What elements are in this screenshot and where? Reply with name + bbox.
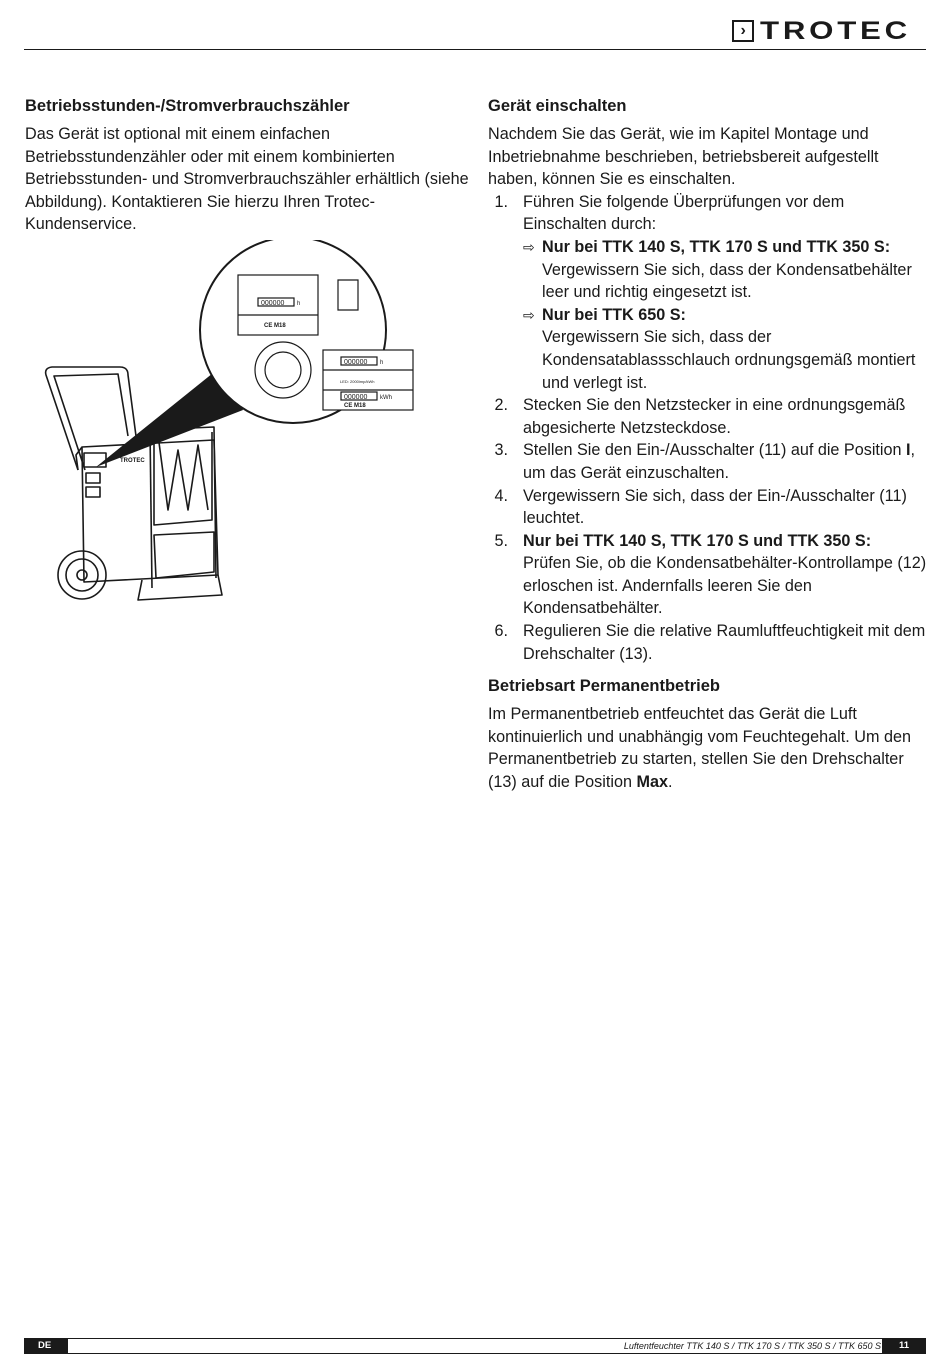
step-text-part: , um das Gerät einzuschalten. xyxy=(523,441,916,482)
chevron-right-icon: › xyxy=(732,20,754,42)
counter2-led: LED: 2000imp/kWh xyxy=(340,379,375,384)
step-number: 4. xyxy=(494,486,508,505)
step-text-part: Stellen Sie den Ein-/Ausschalter (11) auf die Position xyxy=(523,441,907,460)
sub-title: Nur bei TTK 650 S: xyxy=(542,305,686,324)
counter1-marks: CE M18 xyxy=(264,323,286,329)
counter2-kwh-unit: kWh xyxy=(380,395,392,401)
list-item xyxy=(488,485,928,530)
step-text: Regulieren Sie die relative Raumluftfeuchtigkeit mit dem Drehschalter (13). xyxy=(523,622,926,663)
step-number: 2. xyxy=(494,396,508,415)
page-footer xyxy=(24,1338,926,1354)
permanent-mode-paragraph xyxy=(488,703,928,793)
counter2-digits: 000000 xyxy=(344,359,368,366)
counter2-marks: CE M18 xyxy=(344,403,366,409)
page-number: 11 xyxy=(882,1339,926,1353)
switch-on-intro: Nachdem Sie das Gerät, wie im Kapitel Montage und Inbetriebnahme beschrieben, betriebsbereit aufgestellt haben, können Sie es einschalten. xyxy=(488,125,879,189)
permanent-mode-heading: Betriebsart Permanentbetrieb xyxy=(488,677,720,696)
dehumidifier-illustration xyxy=(38,240,438,620)
list-item xyxy=(488,394,928,439)
counter1-digits: 000000 xyxy=(261,300,285,307)
counter1-unit: h xyxy=(297,301,301,307)
counter-heading: Betriebsstunden-/Stromverbrauchszähler xyxy=(25,97,350,115)
header-divider xyxy=(24,49,926,50)
step-text: Vergewissern Sie sich, dass der Ein-/Ausschalter (11) leuchtet. xyxy=(523,486,907,528)
step-number: 5. xyxy=(494,531,508,550)
left-column xyxy=(25,95,470,236)
paragraph-part: Im Permanentbetrieb entfeuchtet das Gerät die Luft kontinuierlich und unabhängig vom Feuchtegehalt. Um den Permanentbetrieb zu starten, stellen Sie den Drehschalter (13) auf die Position xyxy=(488,705,911,792)
step-text: Führen Sie folgende Überprüfungen vor dem Einschalten durch: xyxy=(523,192,845,234)
list-item xyxy=(488,620,928,665)
sub-item xyxy=(523,304,928,394)
step-number: 3. xyxy=(494,441,508,460)
brand-name: TROTEC xyxy=(760,16,912,45)
paragraph-part: . xyxy=(667,773,673,792)
list-item xyxy=(488,530,928,620)
position-label: Max xyxy=(636,773,668,792)
step-text: Prüfen Sie, ob die Kondensatbehälter-Kontrollampe (12) erloschen ist. Andernfalls leeren Sie den Kondensatbehälter. xyxy=(523,554,927,618)
list-item xyxy=(488,439,928,484)
counter2-kwh-digits: 000000 xyxy=(344,394,368,401)
language-badge: DE xyxy=(24,1339,68,1353)
step-text: Stecken Sie den Netzstecker in eine ordnungsgemäß abgesicherte Netzsteckdose. xyxy=(523,396,906,437)
switch-on-heading: Gerät einschalten xyxy=(488,97,627,115)
footer-title: Luftentfeuchter TTK 140 S / TTK 170 S / TTK 350 S / TTK 650 S xyxy=(623,1341,881,1351)
sub-item xyxy=(523,236,928,304)
step-number: 6. xyxy=(494,622,508,641)
steps-list xyxy=(488,191,928,665)
device-brand: TROTEC xyxy=(120,458,145,464)
list-item xyxy=(488,191,928,394)
position-label: I xyxy=(906,441,911,460)
sub-title: Nur bei TTK 140 S, TTK 170 S und TTK 350 S: xyxy=(542,237,891,256)
sub-text: Vergewissern Sie sich, dass der Kondensatbehälter leer und richtig eingesetzt ist. xyxy=(542,260,912,302)
step-title: Nur bei TTK 140 S, TTK 170 S und TTK 350 S: xyxy=(523,531,872,550)
sub-text: Vergewissern Sie sich, dass der Kondensatablassschlauch ordnungsgemäß montiert und verlegt ist. xyxy=(542,328,916,392)
right-column xyxy=(488,95,928,794)
step-number: 1. xyxy=(494,192,508,211)
arrow-right-icon: ⇨ xyxy=(523,306,535,323)
counter2-unit: h xyxy=(380,360,384,366)
step-text xyxy=(523,439,928,484)
arrow-right-icon: ⇨ xyxy=(523,238,535,255)
counter-paragraph: Das Gerät ist optional mit einem einfachen Betriebsstundenzähler oder mit einem kombinierten Betriebsstunden- und Stromverbrauchszähler erhältlich (siehe Abbildung). Kontaktieren Sie hierzu Ihren Trotec-Kundenservice. xyxy=(25,125,469,234)
brand-logo xyxy=(732,18,926,44)
